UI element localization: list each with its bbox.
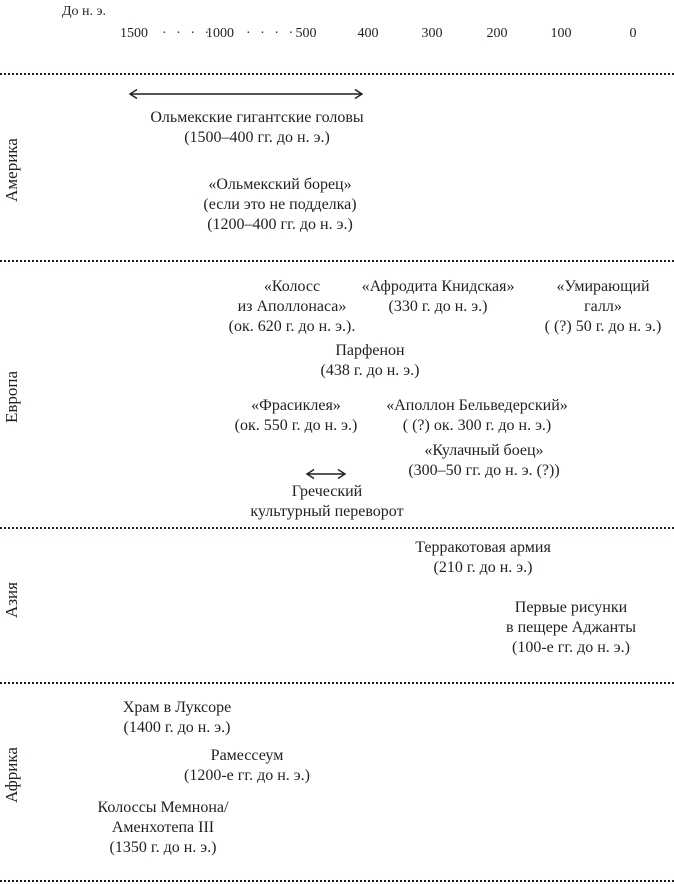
- item-terracotta-army-date: (210 г. до н. э.): [433, 559, 533, 576]
- item-ramesseum-date: (1200-е гг. до н. э.): [184, 767, 310, 784]
- item-greek-revolution: [250, 482, 403, 522]
- item-ajanta-caves-title-1: Первые рисунки: [514, 599, 628, 616]
- item-parthenon-date: (438 г. до н. э.): [320, 362, 420, 379]
- item-aphrodite: [362, 277, 515, 317]
- era-label: До н. э.: [62, 4, 107, 19]
- item-parthenon-title: Парфенон: [335, 342, 405, 359]
- item-terracotta-army-title: Терракотовая армия: [415, 539, 551, 556]
- tick-100: 100: [550, 26, 572, 41]
- item-ajanta-caves-title-2: в пещере Аджанты: [506, 619, 636, 636]
- item-phrasikleia-date: (ок. 550 г. до н. э.): [234, 417, 358, 434]
- greek-revolution-range-arrow: [305, 468, 347, 480]
- item-naxos-colossus: [229, 277, 356, 337]
- item-apollo-belvedere: [386, 396, 568, 436]
- region-label-asia: Азия: [2, 582, 21, 618]
- item-terracotta-army: [415, 538, 551, 578]
- item-dying-gaul-title-2: галл»: [584, 298, 622, 315]
- item-ajanta-caves-date: (100-е гг. до н. э.): [512, 639, 630, 656]
- item-apollo-belvedere-title: «Аполлон Бельведерский»: [386, 397, 568, 414]
- tick-dots-2: · · · ·: [246, 26, 297, 41]
- tick-400: 400: [357, 26, 379, 41]
- item-luxor-temple-title: Храм в Луксоре: [122, 699, 232, 716]
- item-memnon-colossi: [98, 798, 229, 858]
- tick-0: 0: [629, 26, 637, 41]
- item-ramesseum: [184, 746, 310, 786]
- tick-1000: 1000: [206, 26, 234, 41]
- item-dying-gaul-date: ( (?) 50 г. до н. э.): [544, 318, 662, 335]
- item-naxos-colossus-title-1: «Колосс: [263, 278, 321, 295]
- olmec-heads-range-arrow: [128, 88, 364, 100]
- item-memnon-colossi-title-1: Колоссы Мемнона/: [97, 799, 229, 816]
- item-boxer-date: (300–50 гг. до н. э. (?)): [408, 462, 560, 479]
- tick-200: 200: [486, 26, 508, 41]
- item-ajanta-caves: [506, 598, 636, 658]
- separator-bottom: [0, 880, 674, 882]
- item-boxer-title: «Кулачный боец»: [424, 442, 544, 459]
- item-olmec-wrestler-date: (1200–400 гг. до н. э.): [207, 216, 353, 233]
- item-naxos-colossus-title-2: из Аполлонаса»: [237, 298, 347, 315]
- item-luxor-temple: [123, 698, 231, 738]
- item-greek-revolution-line-1: Греческий: [291, 483, 363, 500]
- item-dying-gaul-title-1: «Умирающий: [556, 278, 650, 295]
- item-aphrodite-date: (330 г. до н. э.): [388, 298, 488, 315]
- tick-300: 300: [421, 26, 443, 41]
- tick-dots-1: · · · ·: [162, 26, 213, 41]
- item-memnon-colossi-date: (1350 г. до н. э.): [109, 839, 217, 856]
- item-phrasikleia-title: «Фрасиклея»: [251, 397, 341, 414]
- item-olmec-heads-date: (1500–400 гг. до н. э.): [184, 129, 330, 146]
- item-parthenon: [321, 341, 420, 381]
- item-olmec-heads-title: Ольмекские гигантские головы: [150, 109, 364, 126]
- separator-america-europe: [0, 260, 674, 262]
- item-apollo-belvedere-date: ( (?) ок. 300 г. до н. э.): [402, 417, 552, 434]
- item-aphrodite-title: «Афродита Книдская»: [361, 278, 515, 295]
- item-olmec-wrestler-note: (если это не подделка): [203, 196, 357, 213]
- region-label-america: Америка: [2, 138, 21, 202]
- item-greek-revolution-line-2: культурный переворот: [250, 503, 404, 520]
- item-dying-gaul: [545, 277, 662, 337]
- item-naxos-colossus-date: (ок. 620 г. до н. э.).: [228, 318, 356, 335]
- item-ramesseum-title: Рамессеум: [210, 747, 284, 764]
- separator-europe-asia: [0, 527, 674, 529]
- region-label-africa: Африка: [2, 747, 21, 803]
- item-phrasikleia: [235, 396, 358, 436]
- item-olmec-heads: [150, 108, 363, 148]
- item-boxer: [408, 441, 559, 481]
- item-luxor-temple-date: (1400 г. до н. э.): [123, 719, 231, 736]
- item-olmec-wrestler: [203, 175, 356, 235]
- region-label-europe: Европа: [2, 370, 21, 424]
- tick-1500: 1500: [120, 26, 148, 41]
- separator-top: [0, 73, 674, 75]
- item-olmec-wrestler-title: «Ольмекский борец»: [208, 176, 352, 193]
- item-memnon-colossi-title-2: Аменхотепа III: [111, 819, 215, 836]
- separator-asia-africa: [0, 682, 674, 684]
- tick-500: 500: [295, 26, 317, 41]
